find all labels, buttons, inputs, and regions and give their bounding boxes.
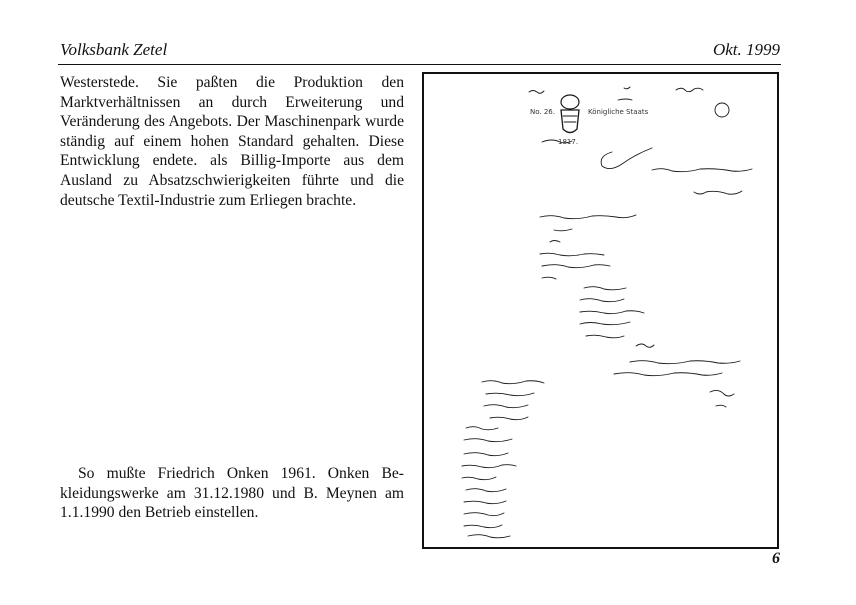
body-text-column-lower bbox=[60, 464, 404, 523]
body-text-column bbox=[60, 73, 404, 210]
printed-number: No. 26. bbox=[530, 108, 555, 116]
handwritten-document-scan bbox=[424, 74, 777, 547]
printed-year: 1817. bbox=[558, 138, 579, 146]
printed-label: Königliche Staats bbox=[588, 108, 649, 116]
paragraph-1: Westerstede. Sie paßten die Produktion den Marktverhältnissen an durch Erweiterung und Veränderung des Angebots. Der Maschinenpark wurde ständig auf einem hohen Standard gehalten. Diese Entwicklung endete. als Billig-Importe aus dem Ausland zu Absatzschwierigkeiten führte und die deutsche Textil-Industrie zum Erliegen brachte. bbox=[60, 74, 404, 209]
seal-emblem bbox=[561, 95, 579, 133]
header-rule bbox=[58, 64, 781, 65]
paragraph-2: So mußte Friedrich Onken 1961. Onken Bekleidungswerke am 31.12.1980 und B. Meynen am 1.1.1990 den Betrieb einstellen. bbox=[60, 465, 404, 522]
header-title: Volksbank Zetel bbox=[60, 40, 168, 59]
page-number: 6 bbox=[772, 550, 780, 567]
historical-document-image bbox=[422, 72, 779, 549]
header-date: Okt. 1999 bbox=[712, 40, 780, 59]
